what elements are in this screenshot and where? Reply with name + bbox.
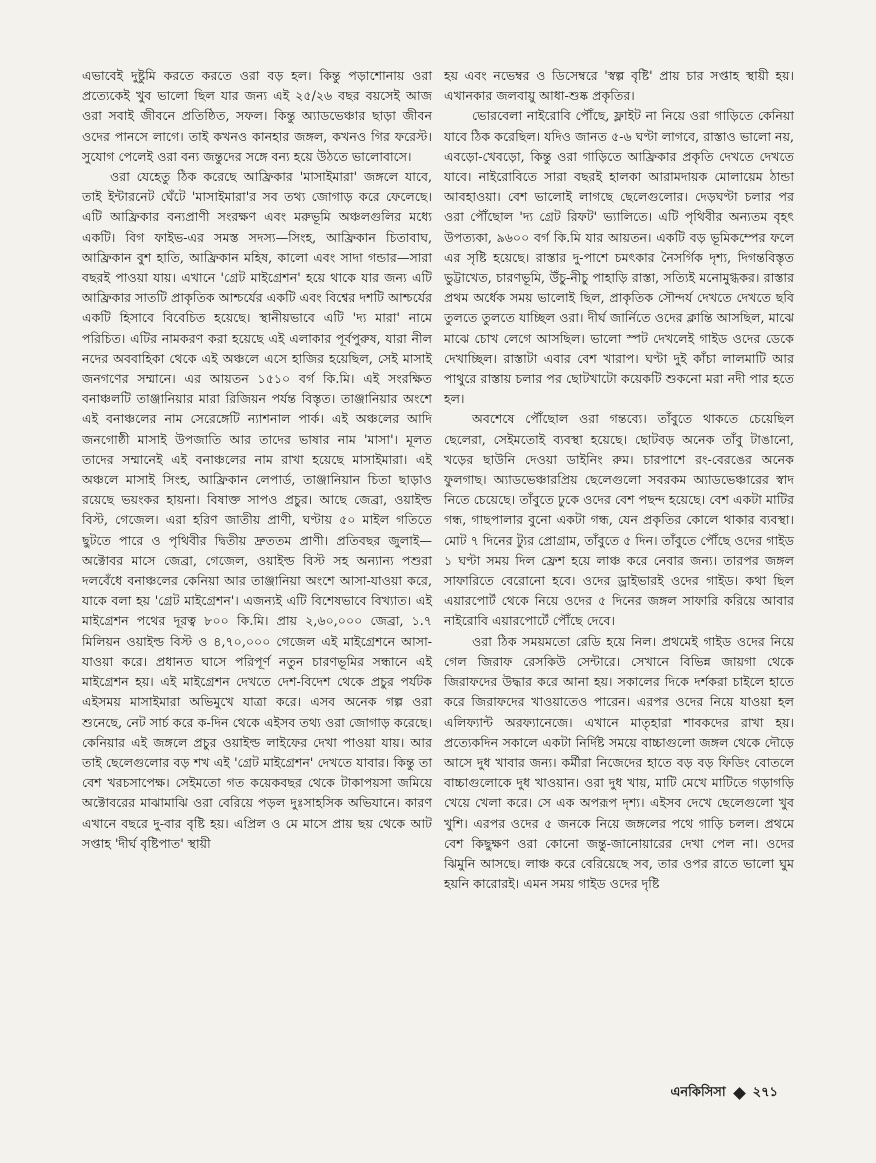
diamond-icon <box>733 1087 746 1100</box>
left-paragraph-2: ওরা যেহেতু ঠিক করেছে আফ্রিকার 'মাসাইমারা' জঙ্গলে যাবে, তাই ইন্টারনেট ঘেঁটে 'মাসাইমারা'র সব তথ্য জোগাড় করে ফেলেছে। এটি আফ্রিকার বন্যপ্রাণী সংরক্ষণ এবং মরুভূমি অঞ্চলগুলির মধ্যে একটি। বিগ ফাইভ-এর সমস্ত সদস্য—সিংহ, আফ্রিকান চিতাবাঘ, আফ্রিকান বুশ হাতি, আফ্রিকান মহিষ, কালো এবং সাদা গন্ডার—সারা বছরই পাওয়া যায়। এখানে 'গ্রেট মাইগ্রেশন' হয়ে থাকে যার জন্য এটি আফ্রিকার সাতটি প্রাকৃতিক আশ্চর্যের একটি এবং বিশ্বের দশটি আশ্চর্যের একটি হিসাবে বিবেচিত হয়েছে। স্থানীয়ভাবে এটি 'দ্য মারা' নামে পরিচিত। এটির নামকরণ করা হয়েছে এই এলাকার পূর্বপুরুষ, যারা নীল নদের অববাহিকা থেকে এই অঞ্চলে এসে হাজির হয়েছিল, সেই মাসাই জনগণের সম্মানে। এর আয়তন ১৫১০ বর্গ কি.মি। এই সংরক্ষিত বনাঞ্চলটি তাঞ্জানিয়ার মারা রিজিয়ন পর্যন্ত বিস্তৃত। তাঞ্জানিয়ার অংশে এই বনাঞ্চলের নাম সেরেঙ্গেটি ন্যাশনাল পার্ক। এই অঞ্চলের আদি জনগোষ্ঠী মাসাই উপজাতি আর তাদের ভাষার নাম 'মাসা'। মূলত তাদের সম্মানেই এই বনাঞ্চলের নাম রাখা হয়েছে মাসাইমারা। এই অঞ্চলে মাসাই সিংহ, আফ্রিকান লেপার্ড, তাঞ্জানিয়ান চিতা ছাড়াও রয়েছে ভয়ংকর হায়না। বিষাক্ত সাপও প্রচুর। আছে জেব্রা, ওয়াইল্ড বিস্ট, গেজেল। এরা হরিণ জাতীয় প্রাণী, ঘণ্টায় ৫০ মাইল গতিতে ছুটতে পারে ও পৃথিবীর দ্বিতীয় দ্রুততম প্রাণী। প্রতিবছর জুলাই—অক্টোবর মাসে জেব্রা, গেজেল, ওয়াইল্ড বিস্ট সহ অন্যান্য পশুরা দলবেঁধে বনাঞ্চলের কেনিয়া আর তাঞ্জানিয়া অংশে আসা-যাওয়া করে, যাকে বলা হয় 'গ্রেট মাইগ্রেশন'। এজন্যই এটি বিশেষভাবে বিখ্যাত। এই মাইগ্রেশন পথের দূরত্ব ৮০০ কি.মি। প্রায় ২,৬০,০০০ জেব্রা, ১.৭ মিলিয়ন ওয়াইল্ড বিস্ট ও ৪,৭০,০০০ গেজেল এই মাইগ্রেশনে আসা-যাওয়া করে। প্রধানত ঘাসে পরিপূর্ণ নতুন চারণভূমির সন্ধানে এই মাইগ্রেশন হয়। এই মাইগ্রেশন দেখতে দেশ-বিদেশ থেকে প্রচুর পর্যটক এইসময় মাসাইমারা অভিমুখে যাত্রা করে। এসব অনেক গল্প ওরা শুনেছে, নেট সার্চ করে ক-দিন থেকে এইসব তথ্য ওরা জোগাড় করেছে। কেনিয়ার এই জঙ্গলে প্রচুর ওয়াইল্ড লাইফের দেখা পাওয়া যায়। আর তাই ছেলেগুলোর বড় শখ এই 'গ্রেট মাইগ্রেশন' দেখতে যাবার। কিন্তু তা বেশ খরচসাপেক্ষ। সেইমতো গত কয়েকবছর থেকে টাকাপয়সা জমিয়ে অক্টোবরের মাঝামাঝি ওরা বেরিয়ে পড়ল দুঃসাহসিক অভিযানে। কারণ এখানে বছরে দু-বার বৃষ্টি হয়। এপ্রিল ও মে মাসে প্রায় ছয় থেকে আট সপ্তাহ 'দীর্ঘ বৃষ্টিপাত' স্থায়ী <box>82 169 432 851</box>
right-text-column <box>444 66 795 892</box>
page-number: ২৭১ <box>752 1085 778 1100</box>
left-text-column <box>82 66 432 1074</box>
left-paragraph-1: এভাবেই দুষ্টুমি করতে করতে ওরা বড় হল। কিন্তু পড়াশোনায় ওরা প্রত্যেকেই খুব ভালো ছিল যার জন্য এই ২৫/২৬ বছর বয়সেই আজ ওরা সবাই জীবনে প্রতিষ্ঠিত, সফল। কিন্তু অ্যাডভেঞ্চার ছাড়া জীবন ওদের পানসে লাগে। তাই কখনও কানহার জঙ্গল, কখনও গির ফরেস্ট। সুযোগ পেলেই ওরা বন্য জন্তুদের সঙ্গে বন্য হয়ে উঠতে ভালোবাসে। <box>82 68 432 164</box>
right-paragraph-1: হয় এবং নভেম্বর ও ডিসেম্বরে 'স্বল্প বৃষ্টি' প্রায় চার সপ্তাহ স্থায়ী হয়। এখানকার জলবায়ু আধা-শুষ্ক প্রকৃতির। <box>444 68 794 104</box>
page-footer <box>671 1083 778 1104</box>
right-paragraph-3: অবশেষে পৌঁছোল ওরা গন্তব্যে। তাঁবুতে থাকতে চেয়েছিল ছেলেরা, সেইমতোই ব্যবস্থা হয়েছে। ছোটবড় অনেক তাঁবু টাঙানো, খড়ের ছাউনি দেওয়া ডাইনিং রুম। চারপাশে রং-বেরঙের অনেক ফুলগাছ। অ্যাডভেঞ্চারপ্রিয় ছেলেগুলো সবরকম অ্যাডভেঞ্চারের স্বাদ নিতে চেয়েছে। তাঁবুতে ঢুকে ওদের বেশ পছন্দ হয়েছে। বেশ একটা মাটির গন্ধ, গাছপালার বুনো একটা গন্ধ, যেন প্রকৃতির কোলে থাকার ব্যবস্থা। মোট ৭ দিনের ট্যুর প্রোগ্রাম, তাঁবুতে ৫ দিন। তাঁবুতে পৌঁছে ওদের গাইড ১ ঘণ্টা সময় দিল ফ্রেশ হয়ে লাঞ্চ করে নেবার জন্য। তারপর জঙ্গল সাফারিতে বেরোনো হবে। ওদের ড্রাইভারই ওদের গাইড। কথা ছিল এয়ারপোর্ট থেকে নিয়ে ওদের ৫ দিনের জঙ্গল সাফারি করিয়ে আবার নাইরোবি এয়ারপোর্টে পৌঁছে দেবে। <box>444 411 794 629</box>
right-paragraph-4: ওরা ঠিক সময়মতো রেডি হয়ে নিল। প্রথমেই গাইড ওদের নিয়ে গেল জিরাফ রেসকিউ সেন্টারে। সেখানে বিভিন্ন জায়গা থেকে জিরাফদের উদ্ধার করে আনা হয়। সকালের দিকে দর্শকরা চাইলে হাতে করে জিরাফদের খাওয়াতেও পারেন। এরপর ওদের নিয়ে যাওয়া হল এলিফ্যান্ট অরফ্যানেজে। এখানে মাতৃহারা শাবকদের রাখা হয়। প্রত্যেকদিন সকালে একটা নির্দিষ্ট সময়ে বাচ্চাগুলো জঙ্গল থেকে দৌড়ে আসে দুধ খাবার জন্য। কর্মীরা নিজেদের হাতে বড় বড় ফিডিং বোতলে বাচ্চাগুলোকে দুধ খাওয়ান। ওরা দুধ খায়, মাটি মেখে মাটিতে গড়াগড়ি খেয়ে খেলা করে। সে এক অপরূপ দৃশ্য। এইসব দেখে ছেলেগুলো খুব খুশি। এরপর ওদের ৫ জনকে নিয়ে জঙ্গলের পথে গাড়ি চলল। প্রথমে বেশ কিছুক্ষণ ওরা কোনো জন্তু-জানোয়ারের দেখা পেল না। ওদের ঝিমুনি আসছে। লাঞ্চ করে বেরিয়েছে সব, তার ওপর রাতে ভালো ঘুম হয়নি কারোরই। এমন সময় গাইড ওদের দৃষ্টি <box>444 633 794 892</box>
footer-label: এনকিসিসা <box>670 1085 726 1100</box>
right-paragraph-2: ভোরবেলা নাইরোবি পৌঁছে, ফ্লাইট না নিয়ে ওরা গাড়িতে কেনিয়া যাবে ঠিক করেছিল। যদিও জানত ৫-৬ ঘণ্টা লাগবে, রাস্তাও ভালো নয়, এবড়ো-খেবড়ো, কিন্তু ওরা গাড়িতে আফ্রিকার প্রকৃতি দেখতে দেখতে যাবে। নাইরোবিতে সারা বছরই হালকা আরামদায়ক মোলায়েম ঠান্ডা আবহাওয়া। বেশ ভালোই লাগছে ছেলেগুলোর। দেড়ঘণ্টা চলার পর ওরা পৌঁছোল 'দ্য গ্রেট রিফট' ভ্যালিতে। এটি পৃথিবীর অন্যতম বৃহৎ উপত্যকা, ৯৬০০ বর্গ কি.মি যার আয়তন। একটি বড় ভূমিকম্পের ফলে এর সৃষ্টি হয়েছে। রাস্তার দু-পাশে চমৎকার নৈসর্গিক দৃশ্য, দিগন্তবিস্তৃত ভুট্টাখেত, চারণভূমি, উঁচু-নীচু পাহাড়ি রাস্তা, সত্যিই মনোমুগ্ধকর। রাস্তার প্রথম অর্ধেক সময় ভালোই ছিল, প্রাকৃতিক সৌন্দর্য দেখতে দেখতে ছবি তুলতে তুলতে যাচ্ছিল ওরা। দীর্ঘ জার্নিতে ওদের ক্লান্তি আসছিল, মাঝে মাঝে চোখ লেগে আসছিল। ভালো স্পট দেখলেই গাইড ওদের ডেকে দেখাচ্ছিল। রাস্তাটা এবার বেশ খারাপ। ঘণ্টা দুই কাঁচা লালমাটি আর পাথুরে রাস্তায় চলার পর ছোটখাটো কয়েকটি শুকনো মরা নদী পার হতে হল। <box>444 108 795 407</box>
